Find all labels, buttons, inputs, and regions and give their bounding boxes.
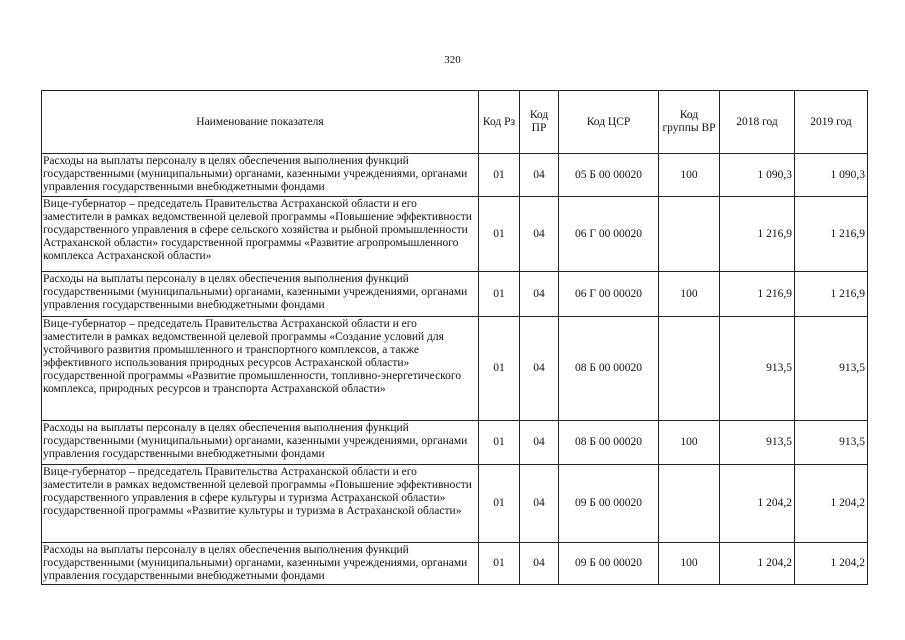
cell-2018: 1 216,9 xyxy=(720,272,795,317)
cell-name: Вице-губернатор – председатель Правительства Астраханской области и его заместители в рамках ведомственной целевой программы «Создание условий для устойчивого развития промышленного и транспортного комплексов, а также эффективного использования природных ресурсов Астраханской области» государственной программы «Развитие промышленности, топливно-энергетического комплекса, природных ресурсов и транспорта Астраханской области» xyxy=(42,317,479,421)
cell-vr: 100 xyxy=(659,272,720,317)
cell-2018: 1 216,9 xyxy=(720,197,795,272)
cell-2018: 913,5 xyxy=(720,317,795,421)
table-body xyxy=(42,154,868,585)
cell-rz: 01 xyxy=(479,154,520,197)
header-pr: Код ПР xyxy=(520,91,559,154)
cell-pr: 04 xyxy=(520,154,559,197)
table-row xyxy=(42,543,868,585)
header-2018: 2018 год xyxy=(720,91,795,154)
cell-2018: 913,5 xyxy=(720,421,795,465)
cell-rz: 01 xyxy=(479,317,520,421)
table-row xyxy=(42,272,868,317)
cell-vr xyxy=(659,317,720,421)
cell-pr: 04 xyxy=(520,272,559,317)
cell-name: Вице-губернатор – председатель Правительства Астраханской области и его заместители в рамках ведомственной целевой программы «Повышение эффективности государственного управления в сфере культуры и туризма Астраханской области» государственной программы «Развитие культуры и туризма в Астраханской области» xyxy=(42,465,479,543)
header-name: Наименование показателя xyxy=(42,91,479,154)
cell-2019: 1 204,2 xyxy=(795,465,868,543)
page-number: 320 xyxy=(444,54,461,66)
cell-name: Расходы на выплаты персоналу в целях обеспечения выполнения функций государственными (муниципальными) органами, казенными учреждениями, органами управления государственными внебюджетными фондами xyxy=(42,421,479,465)
cell-vr: 100 xyxy=(659,543,720,585)
cell-csr: 08 Б 00 00020 xyxy=(559,317,659,421)
cell-2019: 1 216,9 xyxy=(795,272,868,317)
cell-rz: 01 xyxy=(479,421,520,465)
cell-2019: 913,5 xyxy=(795,317,868,421)
cell-pr: 04 xyxy=(520,317,559,421)
cell-2018: 1 204,2 xyxy=(720,465,795,543)
cell-csr: 06 Г 00 00020 xyxy=(559,197,659,272)
header-row xyxy=(42,91,868,154)
cell-2019: 913,5 xyxy=(795,421,868,465)
header-2019: 2019 год xyxy=(795,91,868,154)
cell-csr: 08 Б 00 00020 xyxy=(559,421,659,465)
cell-rz: 01 xyxy=(479,465,520,543)
cell-vr: 100 xyxy=(659,154,720,197)
cell-2018: 1 204,2 xyxy=(720,543,795,585)
header-vr: Код группы ВР xyxy=(659,91,720,154)
cell-2019: 1 216,9 xyxy=(795,197,868,272)
table-row xyxy=(42,421,868,465)
cell-2018: 1 090,3 xyxy=(720,154,795,197)
cell-vr xyxy=(659,197,720,272)
cell-name: Расходы на выплаты персоналу в целях обеспечения выполнения функций государственными (муниципальными) органами, казенными учреждениями, органами управления государственными внебюджетными фондами xyxy=(42,543,479,585)
cell-pr: 04 xyxy=(520,421,559,465)
cell-rz: 01 xyxy=(479,272,520,317)
budget-table xyxy=(41,90,868,585)
cell-rz: 01 xyxy=(479,197,520,272)
cell-pr: 04 xyxy=(520,465,559,543)
cell-csr: 09 Б 00 00020 xyxy=(559,465,659,543)
table-row xyxy=(42,465,868,543)
cell-vr: 100 xyxy=(659,421,720,465)
cell-name: Вице-губернатор – председатель Правительства Астраханской области и его заместители в рамках ведомственной целевой программы «Повышение эффективности государственного управления в сфере сельского хозяйства и рыбной промышленности Астраханской области» государственной программы «Развитие агропромышленного комплекса Астраханской области» xyxy=(42,197,479,272)
table-row xyxy=(42,154,868,197)
cell-name: Расходы на выплаты персоналу в целях обеспечения выполнения функций государственными (муниципальными) органами, казенными учреждениями, органами управления государственными внебюджетными фондами xyxy=(42,154,479,197)
cell-vr xyxy=(659,465,720,543)
cell-rz: 01 xyxy=(479,543,520,585)
table-row xyxy=(42,317,868,421)
header-rz: Код Рз xyxy=(479,91,520,154)
cell-pr: 04 xyxy=(520,543,559,585)
cell-csr: 06 Г 00 00020 xyxy=(559,272,659,317)
table-row xyxy=(42,197,868,272)
cell-pr: 04 xyxy=(520,197,559,272)
cell-2019: 1 204,2 xyxy=(795,543,868,585)
header-csr: Код ЦСР xyxy=(559,91,659,154)
table-header xyxy=(42,91,868,154)
cell-csr: 09 Б 00 00020 xyxy=(559,543,659,585)
cell-csr: 05 Б 00 00020 xyxy=(559,154,659,197)
cell-name: Расходы на выплаты персоналу в целях обеспечения выполнения функций государственными (муниципальными) органами, казенными учреждениями, органами управления государственными внебюджетными фондами xyxy=(42,272,479,317)
cell-2019: 1 090,3 xyxy=(795,154,868,197)
